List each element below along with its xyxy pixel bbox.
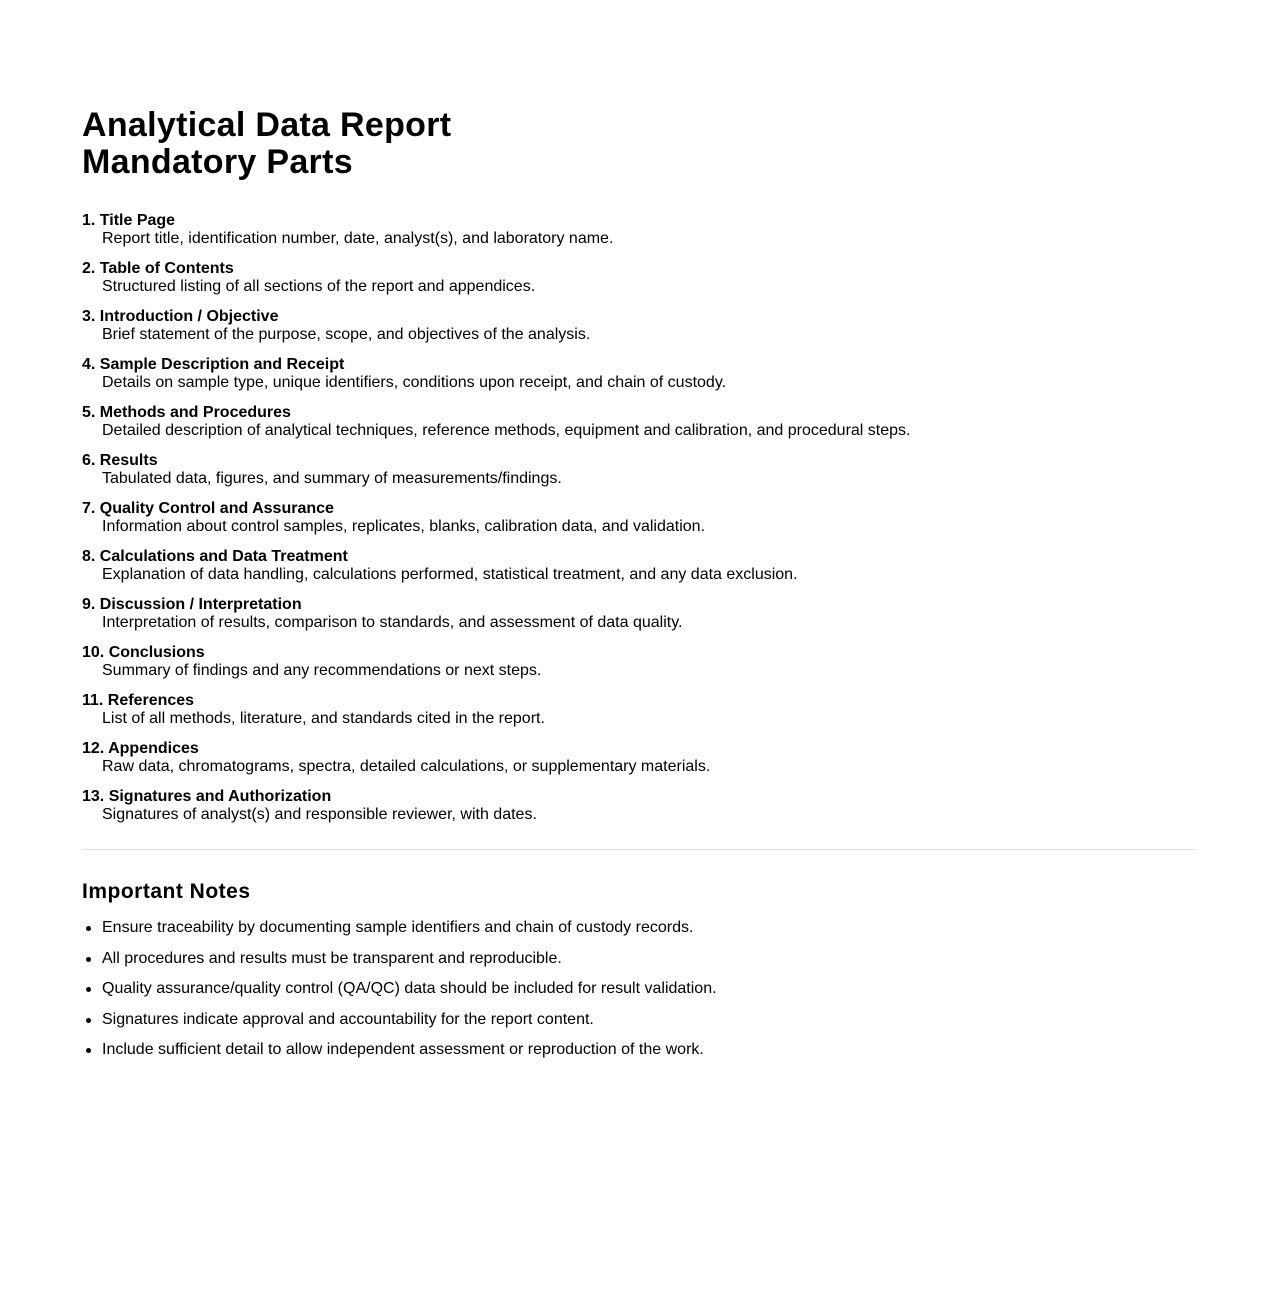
note-text: Quality assurance/quality control (QA/QC) data should be included for result validation. <box>102 980 717 997</box>
part-heading: 11. References <box>82 692 195 709</box>
part-description: Information about control samples, replicates, blanks, calibration data, and validation. <box>102 518 706 535</box>
notes-heading: Important Notes <box>82 880 251 903</box>
note-text: Include sufficient detail to allow independent assessment or reproduction of the work. <box>102 1041 704 1058</box>
list-item <box>82 692 1196 728</box>
part-heading: 8. Calculations and Data Treatment <box>82 548 348 565</box>
part-description: Brief statement of the purpose, scope, and objectives of the analysis. <box>102 326 591 343</box>
list-item <box>82 452 1196 488</box>
list-item <box>82 404 1196 440</box>
part-description: Tabulated data, figures, and summary of measurements/findings. <box>102 470 562 487</box>
part-heading: 1. Title Page <box>82 212 176 229</box>
list-item <box>82 548 1196 584</box>
list-item <box>82 644 1196 680</box>
part-description: Raw data, chromatograms, spectra, detailed calculations, or supplementary materials. <box>102 758 711 775</box>
part-heading: 6. Results <box>82 452 158 469</box>
note-text: Signatures indicate approval and accountability for the report content. <box>102 1010 594 1028</box>
part-heading: 7. Quality Control and Assurance <box>82 500 334 517</box>
list-item <box>102 1011 1196 1029</box>
list-item <box>102 950 1196 968</box>
bullet-icon <box>86 1018 91 1023</box>
part-description: Details on sample type, unique identifiers, conditions upon receipt, and chain of custody. <box>102 374 727 391</box>
part-heading: 2. Table of Contents <box>82 260 234 277</box>
list-item <box>82 212 1196 248</box>
part-heading: 5. Methods and Procedures <box>82 404 291 421</box>
list-item <box>82 740 1196 776</box>
part-description: Detailed description of analytical techniques, reference methods, equipment and calibration, and procedural steps. <box>102 422 911 439</box>
list-item <box>102 980 1196 998</box>
part-description: Report title, identification number, date, analyst(s), and laboratory name. <box>102 230 614 247</box>
part-description: Explanation of data handling, calculations performed, statistical treatment, and any data exclusion. <box>102 566 798 583</box>
list-item <box>82 788 1196 824</box>
list-item <box>82 500 1196 536</box>
part-heading: 13. Signatures and Authorization <box>82 788 332 805</box>
list-item <box>82 596 1196 632</box>
page-title <box>82 107 1196 181</box>
list-item <box>82 308 1196 344</box>
list-item <box>102 1041 1196 1059</box>
part-description: Interpretation of results, comparison to standards, and assessment of data quality. <box>102 614 683 631</box>
list-item <box>82 356 1196 392</box>
important-notes-list <box>82 919 1196 1059</box>
part-heading: 3. Introduction / Objective <box>82 308 279 325</box>
part-heading: 12. Appendices <box>82 740 199 757</box>
page-title-line-2: Mandatory Parts <box>82 143 353 181</box>
part-description: Signatures of analyst(s) and responsible reviewer, with dates. <box>102 806 537 823</box>
bullet-icon <box>86 957 91 962</box>
list-item <box>102 919 1196 937</box>
part-description: List of all methods, literature, and standards cited in the report. <box>102 710 545 727</box>
note-text: All procedures and results must be transparent and reproducible. <box>102 949 562 967</box>
part-description: Summary of findings and any recommendations or next steps. <box>102 662 542 679</box>
part-description: Structured listing of all sections of the report and appendices. <box>102 278 536 295</box>
page-title-line-1: Analytical Data Report <box>82 106 452 144</box>
bullet-icon <box>86 987 91 992</box>
part-heading: 9. Discussion / Interpretation <box>82 596 302 613</box>
bullet-icon <box>86 1048 91 1053</box>
section-divider <box>82 849 1196 850</box>
bullet-icon <box>86 926 91 931</box>
part-heading: 10. Conclusions <box>82 644 205 661</box>
note-text: Ensure traceability by documenting sample identifiers and chain of custody records. <box>102 919 694 936</box>
list-item <box>82 260 1196 296</box>
part-heading: 4. Sample Description and Receipt <box>82 356 345 373</box>
mandatory-parts-list <box>82 212 1196 824</box>
